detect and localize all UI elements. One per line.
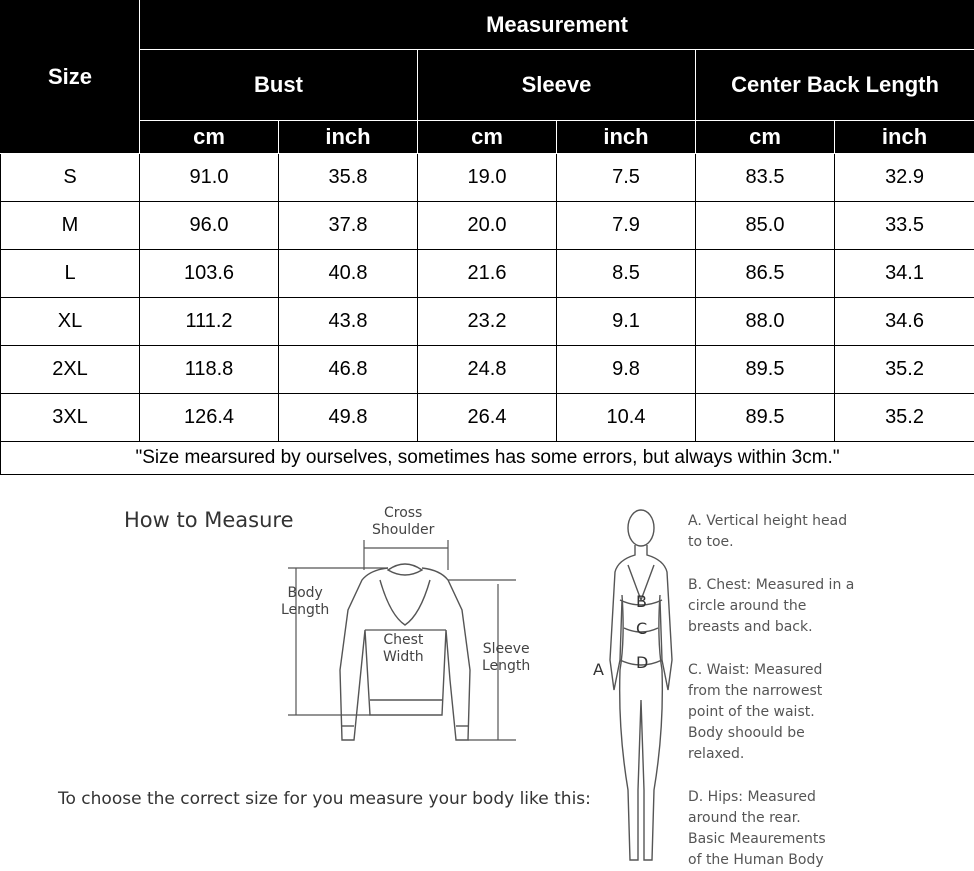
- how-to-measure-title: How to Measure: [124, 508, 294, 533]
- unit-header: inch: [557, 121, 696, 154]
- cross-shoulder-label: Cross Shoulder: [372, 505, 434, 539]
- value-cell: 9.8: [557, 346, 696, 394]
- table-row: [1, 154, 974, 202]
- sweater-diagram: [270, 500, 560, 760]
- marker-a: A: [593, 660, 604, 679]
- value-cell: 7.9: [557, 202, 696, 250]
- unit-header: cm: [140, 121, 279, 154]
- unit-header: cm: [696, 121, 835, 154]
- value-cell: 43.8: [279, 298, 418, 346]
- size-cell: S: [1, 154, 140, 202]
- table-row: [1, 394, 974, 442]
- body-length-label: Body Length: [281, 585, 329, 619]
- value-cell: 8.5: [557, 250, 696, 298]
- value-cell: 10.4: [557, 394, 696, 442]
- value-cell: 103.6: [140, 250, 279, 298]
- value-cell: 86.5: [696, 250, 835, 298]
- measurement-header: Measurement: [140, 1, 974, 50]
- size-cell: 3XL: [1, 394, 140, 442]
- value-cell: 9.1: [557, 298, 696, 346]
- value-cell: 49.8: [279, 394, 418, 442]
- value-cell: 91.0: [140, 154, 279, 202]
- value-cell: 83.5: [696, 154, 835, 202]
- chest-width-label: Chest Width: [383, 632, 424, 666]
- value-cell: 35.8: [279, 154, 418, 202]
- unit-header: inch: [279, 121, 418, 154]
- marker-d: D: [636, 653, 648, 672]
- legend-a: A. Vertical height head to toe.: [688, 511, 847, 553]
- value-cell: 34.1: [835, 250, 974, 298]
- marker-c: C: [636, 619, 647, 638]
- value-cell: 19.0: [418, 154, 557, 202]
- sleeve-length-label: Sleeve Length: [482, 641, 530, 675]
- value-cell: 88.0: [696, 298, 835, 346]
- value-cell: 35.2: [835, 394, 974, 442]
- value-cell: 111.2: [140, 298, 279, 346]
- note-row: [1, 442, 974, 475]
- table-row: [1, 298, 974, 346]
- value-cell: 46.8: [279, 346, 418, 394]
- value-cell: 32.9: [835, 154, 974, 202]
- bust-header: Bust: [140, 50, 418, 121]
- value-cell: 126.4: [140, 394, 279, 442]
- legend-d: D. Hips: Measured around the rear. Basic Meaurements of the Human Body: [688, 787, 826, 871]
- value-cell: 35.2: [835, 346, 974, 394]
- value-cell: 34.6: [835, 298, 974, 346]
- value-cell: 85.0: [696, 202, 835, 250]
- value-cell: 40.8: [279, 250, 418, 298]
- table-row: [1, 250, 974, 298]
- measurement-note: "Size mearsured by ourselves, sometimes has some errors, but always within 3cm.": [1, 442, 974, 475]
- size-cell: 2XL: [1, 346, 140, 394]
- value-cell: 37.8: [279, 202, 418, 250]
- value-cell: 23.2: [418, 298, 557, 346]
- table-row: [1, 202, 974, 250]
- value-cell: 7.5: [557, 154, 696, 202]
- size-cell: M: [1, 202, 140, 250]
- value-cell: 118.8: [140, 346, 279, 394]
- unit-header: cm: [418, 121, 557, 154]
- marker-b: B: [636, 592, 647, 611]
- body-figure-diagram: [600, 500, 680, 868]
- legend-b: B. Chest: Measured in a circle around the breasts and back.: [688, 575, 854, 638]
- value-cell: 33.5: [835, 202, 974, 250]
- value-cell: 24.8: [418, 346, 557, 394]
- choose-size-instruction: To choose the correct size for you measure your body like this:: [58, 789, 591, 809]
- value-cell: 96.0: [140, 202, 279, 250]
- legend-c: C. Waist: Measured from the narrowest point of the waist. Body shoould be relaxed.: [688, 660, 822, 765]
- center-back-length-header: Center Back Length: [696, 50, 974, 121]
- value-cell: 20.0: [418, 202, 557, 250]
- sleeve-header: Sleeve: [418, 50, 696, 121]
- value-cell: 21.6: [418, 250, 557, 298]
- value-cell: 89.5: [696, 346, 835, 394]
- unit-header: inch: [835, 121, 974, 154]
- size-header: Size: [1, 1, 140, 154]
- table-row: [1, 346, 974, 394]
- value-cell: 89.5: [696, 394, 835, 442]
- value-cell: 26.4: [418, 394, 557, 442]
- size-cell: XL: [1, 298, 140, 346]
- size-cell: L: [1, 250, 140, 298]
